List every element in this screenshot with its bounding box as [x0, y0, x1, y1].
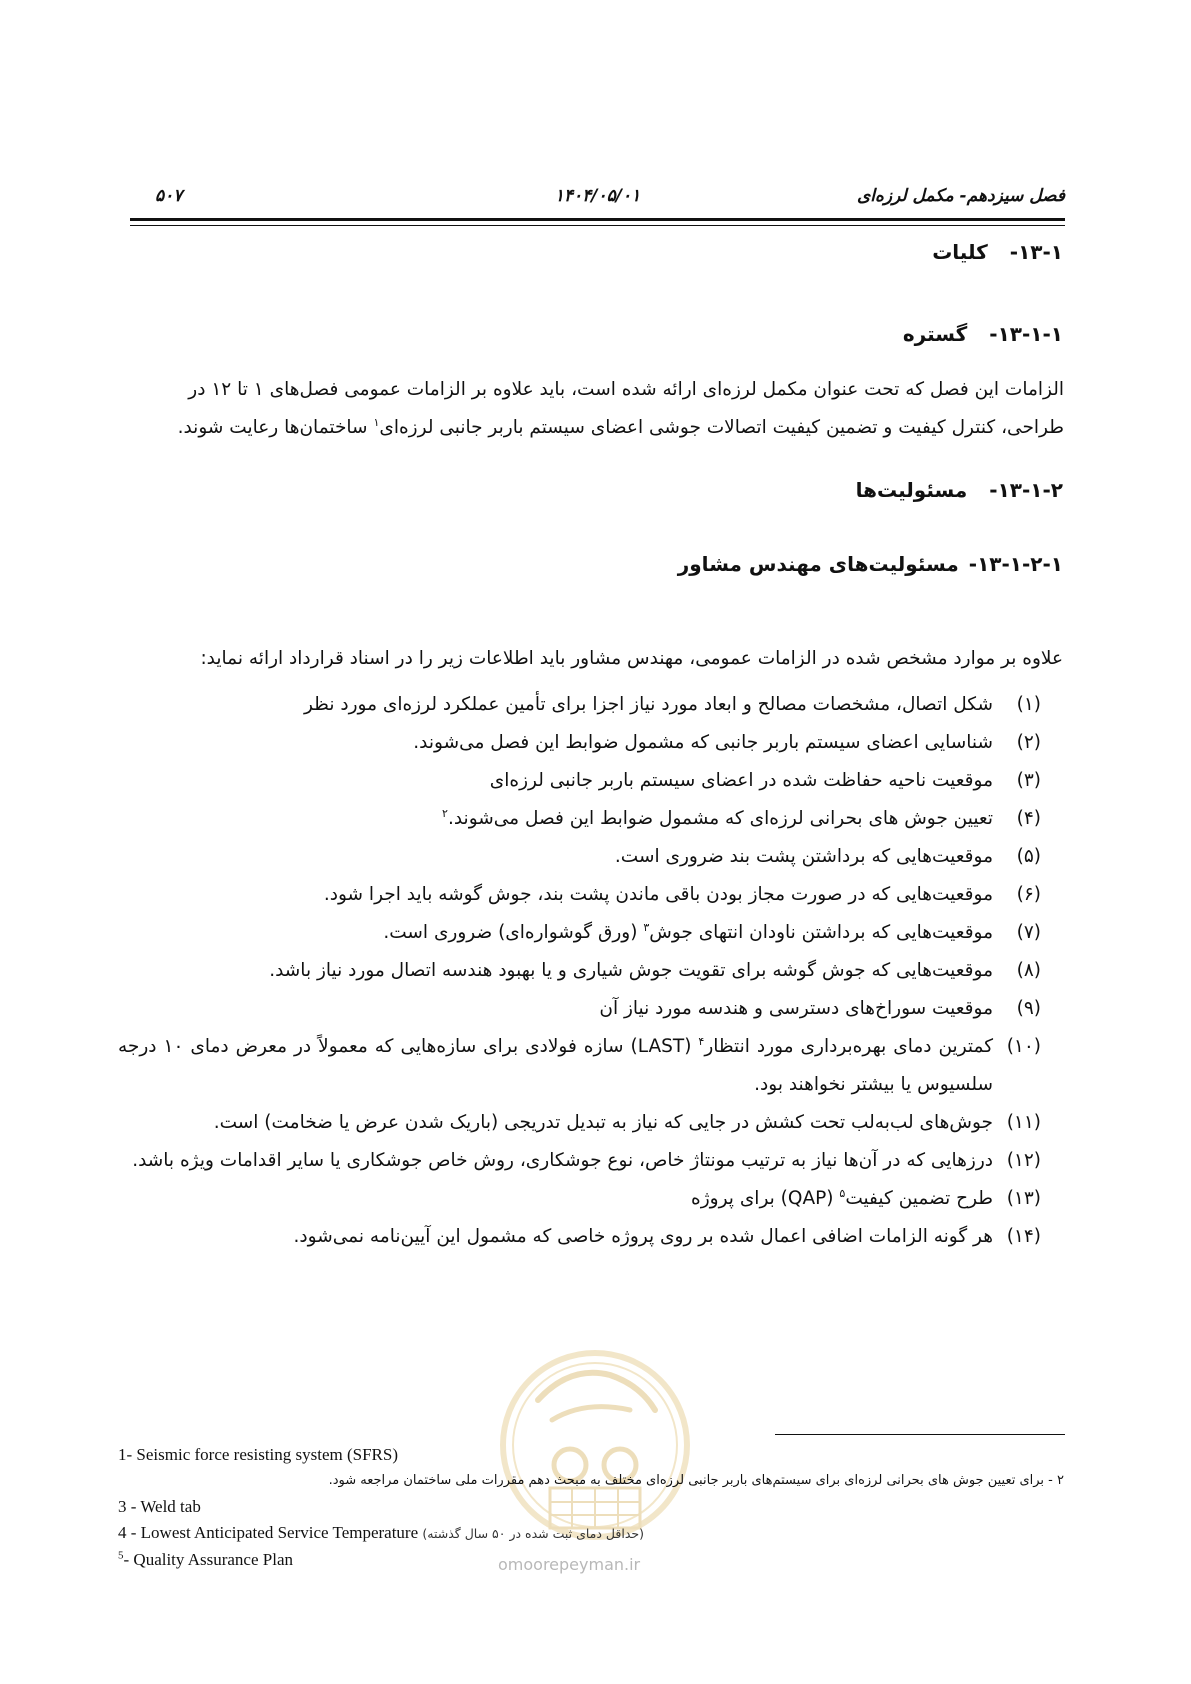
footnote-ref: ۴ — [698, 1034, 705, 1048]
item-text: موقعیت سوراخ‌های دسترسی و هندسه مورد نیاز آن — [599, 998, 993, 1019]
item-text — [118, 800, 993, 838]
item-text — [118, 914, 993, 952]
footnote-text: 4 - Lowest Anticipated Service Temperature — [118, 1523, 419, 1542]
footnote-ref: ۵ — [839, 1186, 846, 1200]
item-number: (۳) — [1016, 770, 1041, 791]
footnote-5 — [118, 1547, 1064, 1573]
footnotes — [118, 1442, 1064, 1573]
item-number: (۱) — [1016, 694, 1041, 715]
item-text-part: (ورق گوشواره‌ای) ضروری است. — [383, 922, 644, 943]
footnote-ref: ۱ — [373, 415, 380, 429]
item-text: درزهایی که در آن‌ها نیاز به ترتیب مونتاژ خاص، نوع جوشکاری، روش خاص جوشکاری یا سایر اقدامات ویژه باشد. — [132, 1150, 993, 1171]
header-rule-thin — [130, 225, 1065, 226]
section-heading-general — [932, 240, 1063, 264]
list-item — [118, 876, 1041, 914]
paragraph-line: الزامات این فصل که تحت عنوان مکمل لرزه‌ای ارائه شده است، باید علاوه بر الزامات عمومی فصل‌های ۱ تا ۱۲ در — [188, 379, 1064, 400]
item-text: هر گونه الزامات اضافی اعمال شده بر روی پروژه خاصی که مشمول این آیین‌نامه نمی‌شود. — [293, 1226, 993, 1247]
chapter-title: فصل سیزدهم- مکمل لرزه‌ای — [856, 186, 1065, 206]
running-header — [130, 186, 1065, 214]
item-text — [118, 1028, 993, 1104]
item-text-part: تعیین جوش های بحرانی لرزه‌ای که مشمول ضوابط این فصل می‌شوند. — [447, 808, 993, 829]
item-number: (۴) — [1016, 808, 1041, 829]
list-item — [118, 1142, 1041, 1180]
footnote-text: - Quality Assurance Plan — [123, 1550, 293, 1569]
list-item — [118, 838, 1041, 876]
header-date: ۱۴۰۴/۰۵/۰۱ — [554, 186, 641, 206]
item-number: (۹) — [1016, 998, 1041, 1019]
footnote-4 — [118, 1520, 1064, 1547]
list-item — [118, 1180, 1041, 1218]
watermark-site: omoorepeyman.ir — [498, 1555, 641, 1574]
section-title: مسئولیت‌های مهندس مشاور — [677, 552, 959, 576]
header-rule-thick — [130, 218, 1065, 221]
item-text-part: (QAP) برای پروژه — [691, 1188, 840, 1209]
footnote-ref: ۳ — [643, 920, 650, 934]
footnote-ref: ۲ — [442, 806, 448, 820]
footnote-note: (حداقل دمای ثبت شده در ۵۰ سال گذشته) — [422, 1526, 644, 1541]
item-number: (۵) — [1016, 846, 1041, 867]
item-number: (۸) — [1016, 960, 1041, 981]
section-heading-engineer-responsibilities — [678, 552, 1063, 576]
item-text: جوش‌های لب‌به‌لب تحت کشش در جایی که نیاز به تبدیل تدریجی (باریک شدن عرض یا ضخامت) است. — [213, 1112, 993, 1133]
item-number: (۱۰) — [1006, 1036, 1041, 1057]
scope-paragraph — [118, 371, 1064, 447]
list-item — [118, 952, 1041, 990]
section-title: مسئولیت‌ها — [855, 478, 968, 502]
item-number: (۱۴) — [1006, 1226, 1041, 1247]
requirements-list — [118, 686, 1041, 1256]
item-text: شناسایی اعضای سیستم باربر جانبی که مشمول ضوابط این فصل می‌شوند. — [413, 732, 993, 753]
section-number: ۱۳-۱-۲- — [989, 478, 1063, 502]
item-text-part: کمترین دمای بهره‌برداری مورد انتظار — [704, 1036, 993, 1057]
paragraph-text: ساختمان‌ها رعایت شوند. — [177, 417, 374, 438]
item-number: (۶) — [1016, 884, 1041, 905]
footnote-ref: 5 — [118, 1549, 124, 1562]
item-number: (۱۳) — [1006, 1188, 1041, 1209]
section-title: گستره — [902, 322, 968, 346]
item-text-part: موقعیت‌هایی که برداشتن ناودان انتهای جوش — [649, 922, 993, 943]
footnote-rule — [775, 1434, 1065, 1435]
item-number: (۱۲) — [1006, 1150, 1041, 1171]
list-item — [118, 914, 1041, 952]
footnote-2: ۲ - برای تعیین جوش های بحرانی لرزه‌ای برای سیستم‌های باربر جانبی لرزه‌ای مختلف به مبحث دهم مقررات ملی ساختمان مراجعه شود. — [328, 1473, 1064, 1488]
intro-text: علاوه بر موارد مشخص شده در الزامات عمومی، مهندس مشاور باید اطلاعات زیر را در اسناد قرارداد ارائه نماید: — [200, 648, 1063, 669]
item-text-part: (LAST) سازه فولادی برای سازه‌هایی که معمولاً در معرض دمای ۱۰ درجه سلسیوس یا بیشتر نخواهند بود. — [118, 1036, 993, 1095]
section-heading-scope — [903, 322, 1063, 346]
section-title: کلیات — [932, 240, 988, 264]
item-text — [118, 1180, 993, 1218]
section-heading-responsibilities — [856, 478, 1063, 502]
footnote-1: 1- Seismic force resisting system (SFRS) — [118, 1445, 399, 1464]
item-text: موقعیت‌هایی که در صورت مجاز بودن باقی ماندن پشت بند، جوش گوشه باید اجرا شود. — [323, 884, 993, 905]
section-number: ۱۳-۱-۱- — [989, 322, 1063, 346]
item-number: (۱۱) — [1006, 1112, 1041, 1133]
item-text: موقعیت‌هایی که برداشتن پشت بند ضروری است. — [614, 846, 993, 867]
list-item — [118, 762, 1041, 800]
item-text-part: طرح تضمین کیفیت — [845, 1188, 993, 1209]
section-number: ۱۳-۱-۲-۱- — [968, 552, 1063, 576]
list-item — [118, 1218, 1041, 1256]
list-item — [118, 1104, 1041, 1142]
list-item — [118, 990, 1041, 1028]
item-text: شکل اتصال، مشخصات مصالح و ابعاد مورد نیاز اجزا برای تأمین عملکرد لرزه‌ای مورد نظر — [303, 694, 993, 715]
item-text: موقعیت‌هایی که جوش گوشه برای تقویت جوش شیاری و یا بهبود هندسه اتصال مورد نیاز باشد. — [269, 960, 993, 981]
section-number: ۱۳-۱- — [1009, 240, 1063, 264]
list-item — [118, 800, 1041, 838]
paragraph-line — [118, 409, 1064, 447]
list-item — [118, 686, 1041, 724]
item-text: موقعیت ناحیه حفاظت شده در اعضای سیستم باربر جانبی لرزه‌ای — [489, 770, 993, 791]
item-number: (۲) — [1016, 732, 1041, 753]
item-number: (۷) — [1016, 922, 1041, 943]
list-item — [118, 1028, 1041, 1104]
paragraph-text: طراحی، کنترل کیفیت و تضمین کیفیت اتصالات جوشی اعضای سیستم باربر جانبی لرزه‌ای — [379, 417, 1064, 438]
list-item — [118, 724, 1041, 762]
footnote-3: 3 - Weld tab — [118, 1497, 201, 1516]
page-number: ۵۰۷ — [155, 186, 183, 206]
